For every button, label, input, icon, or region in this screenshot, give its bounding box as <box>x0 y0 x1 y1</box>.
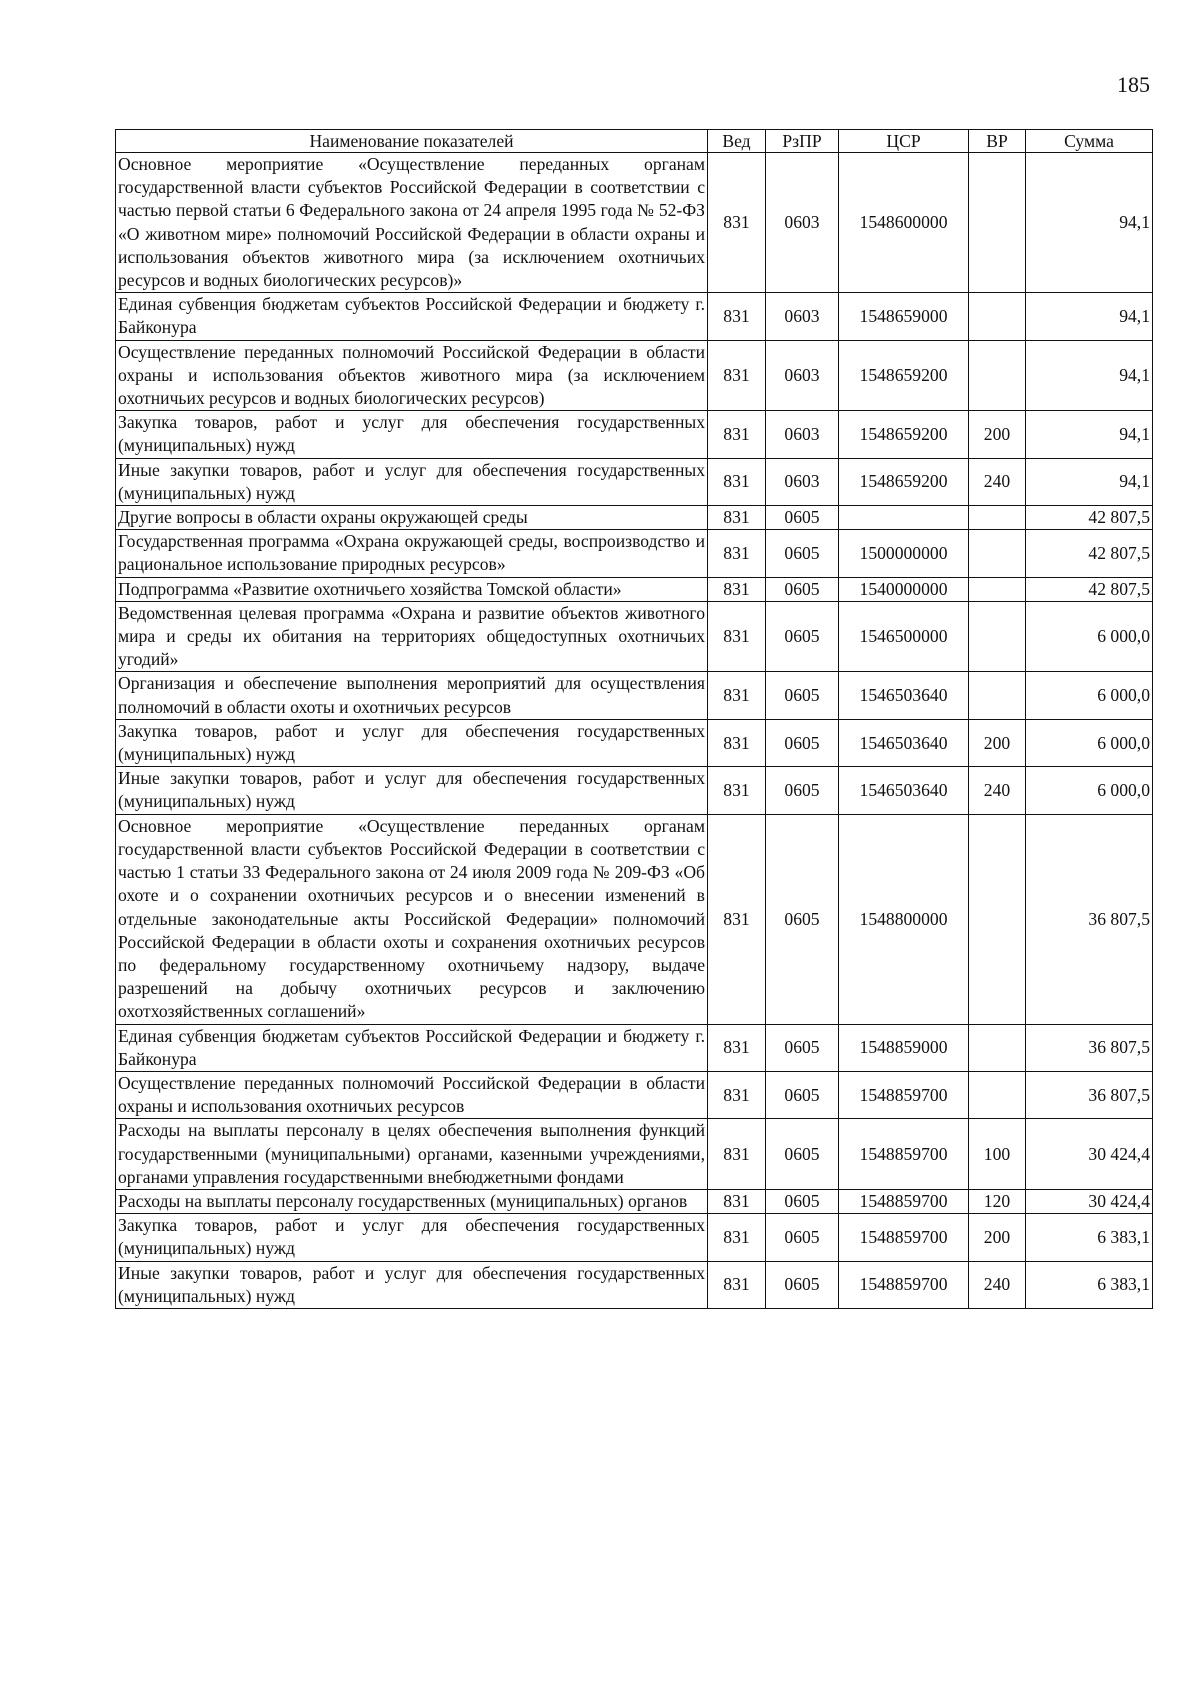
header-vr: ВР <box>969 130 1026 153</box>
cell-csr: 1540000000 <box>839 577 969 601</box>
table-row <box>116 1261 1153 1308</box>
cell-csr: 1546500000 <box>839 601 969 672</box>
table-row <box>116 1214 1153 1261</box>
cell-ved: 831 <box>708 1214 766 1261</box>
cell-sum: 94,1 <box>1026 293 1153 340</box>
table-row <box>116 506 1153 530</box>
cell-name: Государственная программа «Охрана окружающей среды, воспроизводство и рациональное использование природных ресурсов» <box>116 530 708 577</box>
cell-csr: 1546503640 <box>839 719 969 766</box>
cell-csr: 1548859700 <box>839 1261 969 1308</box>
cell-rzpr: 0605 <box>766 577 839 601</box>
cell-sum: 6 000,0 <box>1026 767 1153 814</box>
table-row <box>116 577 1153 601</box>
cell-vr <box>969 340 1026 411</box>
cell-rzpr: 0605 <box>766 1071 839 1118</box>
cell-csr: 1548859700 <box>839 1071 969 1118</box>
header-sum: Сумма <box>1026 130 1153 153</box>
table-row <box>116 1071 1153 1118</box>
table-row <box>116 672 1153 719</box>
cell-csr: 1548859700 <box>839 1119 969 1190</box>
header-csr: ЦСР <box>839 130 969 153</box>
cell-vr <box>969 530 1026 577</box>
cell-ved: 831 <box>708 340 766 411</box>
cell-rzpr: 0605 <box>766 767 839 814</box>
table-row <box>116 1189 1153 1213</box>
table-row <box>116 1119 1153 1190</box>
cell-vr <box>969 1024 1026 1071</box>
cell-sum: 42 807,5 <box>1026 506 1153 530</box>
cell-csr: 1546503640 <box>839 672 969 719</box>
table-row <box>116 814 1153 1024</box>
cell-rzpr: 0605 <box>766 1189 839 1213</box>
cell-vr: 200 <box>969 1214 1026 1261</box>
cell-csr: 1548659200 <box>839 340 969 411</box>
cell-vr: 120 <box>969 1189 1026 1213</box>
table-row <box>116 767 1153 814</box>
cell-ved: 831 <box>708 719 766 766</box>
cell-ved: 831 <box>708 672 766 719</box>
cell-name: Другие вопросы в области охраны окружающей среды <box>116 506 708 530</box>
cell-ved: 831 <box>708 1261 766 1308</box>
cell-name: Осуществление переданных полномочий Российской Федерации в области охраны и использования охотничьих ресурсов <box>116 1071 708 1118</box>
cell-csr: 1548659200 <box>839 458 969 505</box>
cell-sum: 6 383,1 <box>1026 1214 1153 1261</box>
cell-ved: 831 <box>708 814 766 1024</box>
cell-vr <box>969 577 1026 601</box>
cell-name: Осуществление переданных полномочий Российской Федерации в области охраны и использования объектов животного мира (за исключением охотничьих ресурсов и водных биологических ресурсов) <box>116 340 708 411</box>
cell-ved: 831 <box>708 1071 766 1118</box>
cell-csr <box>839 506 969 530</box>
cell-ved: 831 <box>708 411 766 458</box>
cell-ved: 831 <box>708 1189 766 1213</box>
table-row <box>116 458 1153 505</box>
cell-csr: 1546503640 <box>839 767 969 814</box>
cell-vr: 200 <box>969 411 1026 458</box>
cell-name: Закупка товаров, работ и услуг для обеспечения государственных (муниципальных) нужд <box>116 719 708 766</box>
table-body <box>116 153 1153 1309</box>
cell-name: Закупка товаров, работ и услуг для обеспечения государственных (муниципальных) нужд <box>116 411 708 458</box>
cell-sum: 94,1 <box>1026 153 1153 293</box>
cell-sum: 36 807,5 <box>1026 814 1153 1024</box>
cell-name: Организация и обеспечение выполнения мероприятий для осуществления полномочий в области охоты и охотничьих ресурсов <box>116 672 708 719</box>
cell-rzpr: 0605 <box>766 506 839 530</box>
cell-rzpr: 0605 <box>766 719 839 766</box>
cell-csr: 1548600000 <box>839 153 969 293</box>
cell-rzpr: 0605 <box>766 601 839 672</box>
cell-name: Иные закупки товаров, работ и услуг для обеспечения государственных (муниципальных) нужд <box>116 1261 708 1308</box>
cell-csr: 1548859700 <box>839 1214 969 1261</box>
cell-name: Подпрограмма «Развитие охотничьего хозяйства Томской области» <box>116 577 708 601</box>
cell-csr: 1500000000 <box>839 530 969 577</box>
cell-sum: 30 424,4 <box>1026 1119 1153 1190</box>
cell-csr: 1548800000 <box>839 814 969 1024</box>
cell-vr <box>969 601 1026 672</box>
cell-name: Расходы на выплаты персоналу государственных (муниципальных) органов <box>116 1189 708 1213</box>
table-row <box>116 340 1153 411</box>
cell-ved: 831 <box>708 601 766 672</box>
cell-ved: 831 <box>708 530 766 577</box>
cell-csr: 1548659200 <box>839 411 969 458</box>
cell-rzpr: 0603 <box>766 340 839 411</box>
cell-name: Основное мероприятие «Осуществление переданных органам государственной власти субъектов Российской Федерации в соответствии с частью 1 статьи 33 Федерального закона от 24 июля 2009 года № 209-ФЗ «Об охоте и о сохранении охотничьих ресурсов и о внесении изменений в отдельные законодательные акты Российской Федерации» полномочий Российской Федерации в области охоты и сохранения охотничьих ресурсов по федеральному государственному охотничьему надзору, выдаче разрешений на добычу охотничьих ресурсов и заключению охотхозяйственных соглашений» <box>116 814 708 1024</box>
cell-rzpr: 0605 <box>766 1119 839 1190</box>
cell-vr <box>969 293 1026 340</box>
cell-rzpr: 0605 <box>766 1024 839 1071</box>
cell-rzpr: 0603 <box>766 293 839 340</box>
cell-sum: 42 807,5 <box>1026 530 1153 577</box>
cell-vr <box>969 814 1026 1024</box>
cell-vr: 100 <box>969 1119 1026 1190</box>
cell-rzpr: 0605 <box>766 672 839 719</box>
cell-name: Расходы на выплаты персоналу в целях обеспечения выполнения функций государственными (муниципальными) органами, казенными учреждениями, органами управления государственными внебюджетными фондами <box>116 1119 708 1190</box>
cell-rzpr: 0605 <box>766 530 839 577</box>
cell-vr <box>969 153 1026 293</box>
cell-vr: 240 <box>969 1261 1026 1308</box>
header-name: Наименование показателей <box>116 130 708 153</box>
cell-sum: 94,1 <box>1026 411 1153 458</box>
header-ved: Вед <box>708 130 766 153</box>
header-rzpr: РзПР <box>766 130 839 153</box>
cell-sum: 30 424,4 <box>1026 1189 1153 1213</box>
cell-vr <box>969 506 1026 530</box>
cell-ved: 831 <box>708 1119 766 1190</box>
cell-ved: 831 <box>708 293 766 340</box>
cell-sum: 42 807,5 <box>1026 577 1153 601</box>
cell-sum: 6 000,0 <box>1026 672 1153 719</box>
cell-ved: 831 <box>708 458 766 505</box>
table-row <box>116 293 1153 340</box>
table-row <box>116 530 1153 577</box>
cell-rzpr: 0603 <box>766 411 839 458</box>
cell-vr <box>969 1071 1026 1118</box>
cell-sum: 36 807,5 <box>1026 1024 1153 1071</box>
table-row <box>116 411 1153 458</box>
cell-csr: 1548859000 <box>839 1024 969 1071</box>
cell-sum: 6 000,0 <box>1026 719 1153 766</box>
cell-rzpr: 0603 <box>766 458 839 505</box>
cell-csr: 1548859700 <box>839 1189 969 1213</box>
cell-vr <box>969 672 1026 719</box>
table-row <box>116 601 1153 672</box>
cell-name: Иные закупки товаров, работ и услуг для обеспечения государственных (муниципальных) нужд <box>116 458 708 505</box>
cell-ved: 831 <box>708 767 766 814</box>
cell-rzpr: 0603 <box>766 153 839 293</box>
cell-ved: 831 <box>708 506 766 530</box>
table-row <box>116 1024 1153 1071</box>
cell-sum: 6 383,1 <box>1026 1261 1153 1308</box>
cell-vr: 240 <box>969 458 1026 505</box>
cell-name: Основное мероприятие «Осуществление переданных органам государственной власти субъектов Российской Федерации в соответствии с частью первой статьи 6 Федерального закона от 24 апреля 1995 года № 52-ФЗ «О животном мире» полномочий Российской Федерации в области охраны и использования объектов животного мира (за исключением охотничьих ресурсов и водных биологических ресурсов)» <box>116 153 708 293</box>
cell-name: Закупка товаров, работ и услуг для обеспечения государственных (муниципальных) нужд <box>116 1214 708 1261</box>
cell-name: Единая субвенция бюджетам субъектов Российской Федерации и бюджету г. Байконура <box>116 293 708 340</box>
cell-name: Единая субвенция бюджетам субъектов Российской Федерации и бюджету г. Байконура <box>116 1024 708 1071</box>
cell-rzpr: 0605 <box>766 1214 839 1261</box>
page-number: 185 <box>1117 72 1150 97</box>
cell-ved: 831 <box>708 1024 766 1071</box>
cell-sum: 6 000,0 <box>1026 601 1153 672</box>
table-row <box>116 719 1153 766</box>
cell-rzpr: 0605 <box>766 1261 839 1308</box>
cell-vr: 240 <box>969 767 1026 814</box>
cell-ved: 831 <box>708 153 766 293</box>
cell-name: Ведомственная целевая программа «Охрана и развитие объектов животного мира и среды их обитания на территориях общедоступных охотничьих угодий» <box>116 601 708 672</box>
cell-vr: 200 <box>969 719 1026 766</box>
budget-table <box>115 129 1153 1309</box>
cell-csr: 1548659000 <box>839 293 969 340</box>
cell-rzpr: 0605 <box>766 814 839 1024</box>
table-header-row <box>116 130 1153 153</box>
cell-ved: 831 <box>708 577 766 601</box>
cell-sum: 94,1 <box>1026 458 1153 505</box>
cell-sum: 36 807,5 <box>1026 1071 1153 1118</box>
table-row <box>116 153 1153 293</box>
cell-name: Иные закупки товаров, работ и услуг для обеспечения государственных (муниципальных) нужд <box>116 767 708 814</box>
cell-sum: 94,1 <box>1026 340 1153 411</box>
